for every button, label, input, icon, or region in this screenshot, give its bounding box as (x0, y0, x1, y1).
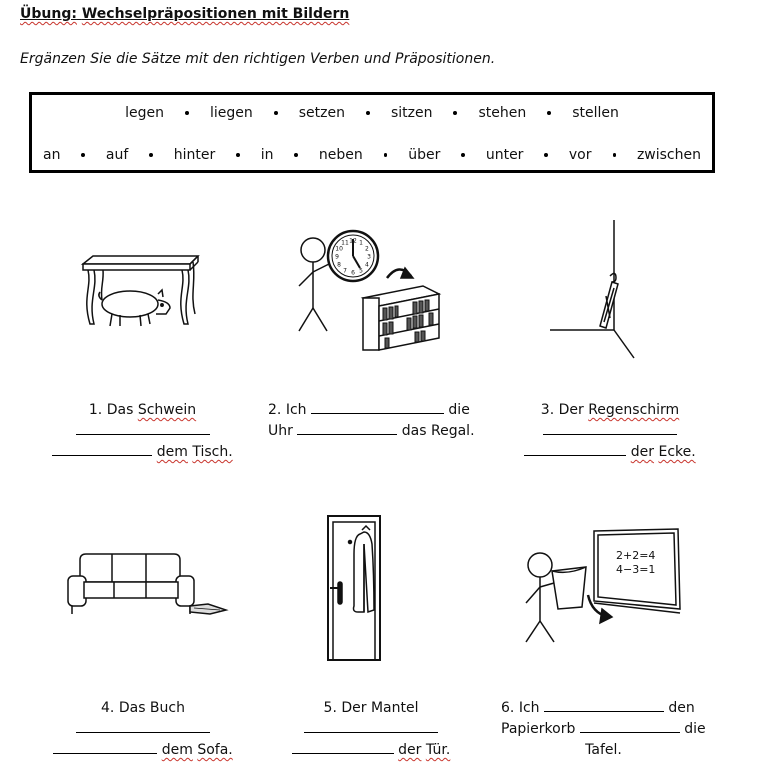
bullet (384, 153, 387, 157)
answer-blank[interactable] (52, 443, 152, 456)
coat-on-door-picture (326, 514, 382, 662)
bullet (185, 111, 189, 115)
exercise-number: 5. (323, 700, 337, 716)
bullet (547, 111, 551, 115)
exercise-line (501, 719, 716, 740)
bullet (613, 153, 616, 157)
exercise-text: Uhr (268, 423, 293, 439)
exercise-text: der (630, 444, 655, 460)
exercise-line (505, 421, 715, 442)
exercise-line (266, 719, 476, 740)
bullet (544, 153, 547, 157)
exercise-number: 1. (88, 402, 103, 418)
exercise-line (268, 400, 478, 421)
clock-number: 10 (335, 245, 343, 253)
exercise-text: Papierkorb (501, 721, 576, 737)
verb-word: stehen (478, 105, 527, 121)
exercise-text: der (398, 742, 422, 758)
exercise-6 (501, 698, 716, 761)
preposition-word: neben (318, 147, 363, 163)
preposition-word: zwischen (636, 147, 701, 163)
verb-word: setzen (298, 105, 345, 121)
answer-blank[interactable] (297, 422, 397, 435)
exercise-line (268, 421, 478, 442)
blackboard-equation: 4−3=1 (616, 563, 656, 576)
exercise-text: Der Mantel (341, 700, 419, 716)
exercise-line (40, 442, 245, 463)
preposition-word: über (408, 147, 441, 163)
person-wastebasket-blackboard-picture (518, 527, 686, 647)
title-text: Wechselpräpositionen mit Bildern (81, 6, 350, 22)
word-bank (29, 92, 715, 173)
answer-blank[interactable] (544, 699, 664, 712)
sofa-with-book-picture (66, 552, 228, 620)
blackboard-equation: 2+2=4 (616, 549, 656, 562)
bullet (81, 153, 84, 157)
exercise-line (501, 740, 706, 761)
exercise-text: Regenschirm (588, 402, 680, 418)
exercise-text: Tafel. (585, 742, 622, 758)
answer-blank[interactable] (304, 720, 438, 733)
verb-row (32, 105, 712, 121)
exercise-text: Tisch. (192, 444, 233, 460)
exercise-text: Der (558, 402, 584, 418)
bullet (453, 111, 457, 115)
answer-blank[interactable] (76, 720, 210, 733)
answer-blank[interactable] (53, 741, 157, 754)
exercise-line (266, 698, 476, 719)
worksheet-title (20, 6, 349, 22)
exercise-text: Tür. (425, 742, 451, 758)
preposition-word: unter (485, 147, 524, 163)
exercise-line (38, 719, 248, 740)
exercise-line (40, 400, 245, 421)
exercise-text: Ich (285, 402, 307, 418)
exercise-line (38, 698, 248, 719)
answer-blank[interactable] (580, 720, 680, 733)
answer-blank[interactable] (524, 443, 626, 456)
exercise-text: Schwein (137, 402, 197, 418)
verb-word: legen (125, 105, 164, 121)
exercise-line (38, 740, 248, 761)
title-prefix: Übung: (20, 6, 77, 22)
exercise-line (266, 740, 476, 761)
exercise-text: Ecke. (658, 444, 696, 460)
exercise-line (501, 698, 716, 719)
exercise-text: den (668, 700, 695, 716)
preposition-word: an (43, 147, 61, 163)
exercise-3 (505, 400, 715, 463)
preposition-word: hinter (173, 147, 216, 163)
exercise-number: 3. (540, 402, 555, 418)
verb-word: sitzen (390, 105, 433, 121)
verb-word: stellen (572, 105, 619, 121)
preposition-word: auf (105, 147, 129, 163)
exercise-number: 6. (501, 700, 515, 716)
bullet (274, 111, 278, 115)
clock-number: 12 (349, 237, 357, 245)
answer-blank[interactable] (543, 422, 677, 435)
exercise-1 (40, 400, 245, 463)
exercise-5 (266, 698, 476, 761)
clock-number: 11 (341, 239, 349, 247)
clock-number: 2 (364, 245, 369, 253)
clock-number: 8 (337, 261, 342, 269)
preposition-row (32, 147, 712, 163)
exercise-text: das Regal. (401, 423, 475, 439)
exercise-text: die (448, 402, 470, 418)
bullet (294, 153, 297, 157)
bullet (461, 153, 464, 157)
clock-number: 7 (343, 267, 347, 275)
clock-number: 6 (351, 269, 355, 277)
answer-blank[interactable] (311, 401, 444, 414)
person-clock-shelf-picture (295, 228, 445, 353)
exercise-text: dem (161, 742, 193, 758)
exercise-text: Das (106, 402, 134, 418)
preposition-word: in (260, 147, 274, 163)
bullet (236, 153, 239, 157)
clock-number: 9 (335, 253, 339, 261)
umbrella-in-corner-picture (548, 218, 638, 363)
pig-under-table-picture (78, 252, 203, 332)
exercise-number: 4. (101, 700, 115, 716)
verb-word: liegen (209, 105, 253, 121)
clock-number: 3 (367, 253, 371, 261)
exercise-text: Das Buch (118, 700, 185, 716)
answer-blank[interactable] (76, 422, 210, 435)
instruction: Ergänzen Sie die Sätze mit den richtigen Verben und Präpositionen. (20, 51, 496, 67)
clock-number: 5 (359, 267, 363, 275)
exercise-4 (38, 698, 248, 761)
preposition-word: vor (568, 147, 592, 163)
bullet (366, 111, 370, 115)
answer-blank[interactable] (292, 741, 394, 754)
exercise-2 (268, 400, 478, 442)
exercise-text: die (684, 721, 706, 737)
clock-number: 4 (364, 261, 369, 269)
exercise-text: Ich (518, 700, 540, 716)
exercise-text: Sofa. (197, 742, 233, 758)
clock-number: 1 (359, 239, 363, 247)
exercise-text: dem (156, 444, 188, 460)
exercise-line (505, 442, 715, 463)
exercise-number: 2. (268, 402, 282, 418)
exercise-line (505, 400, 715, 421)
exercise-line (40, 421, 245, 442)
bullet (149, 153, 152, 157)
